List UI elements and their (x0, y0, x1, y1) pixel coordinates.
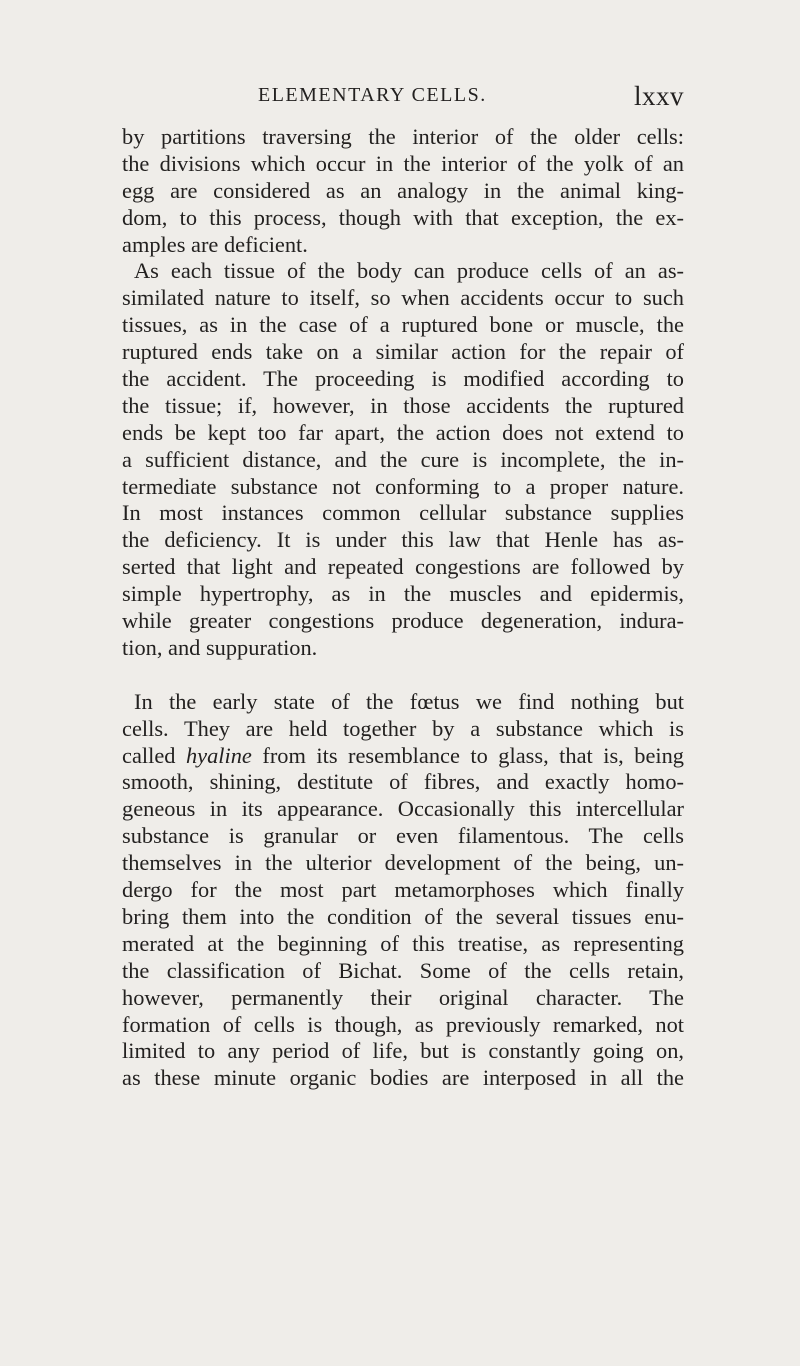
text-line: geneous in its appearance. Occasionally this intercellular (122, 796, 684, 822)
text-line: a sufficient distance, and the cure is incomplete, the in- (122, 446, 684, 472)
text-line: however, permanently their original character. The (122, 984, 684, 1010)
text-line: egg are considered as an analogy in the animal king- (122, 177, 684, 203)
text-line: In the early state of the fœtus we find nothing but (134, 688, 684, 714)
text-line: while greater congestions produce degeneration, indura- (122, 608, 684, 634)
text-line: simple hypertrophy, as in the muscles and epidermis, (122, 581, 684, 607)
italic-term: hyaline (185, 742, 252, 768)
paragraph-2 (122, 258, 684, 661)
text-run: called (122, 742, 176, 768)
running-head (122, 81, 684, 114)
text-line: formation of cells is though, as previously remarked, not (122, 1011, 684, 1037)
paragraph-gap (122, 662, 684, 689)
text-line: substance is granular or even filamentous. The cells (122, 823, 684, 849)
text-line: smooth, shining, destitute of fibres, and exactly homo- (122, 769, 684, 795)
paragraph-3 (122, 689, 684, 1092)
text-line: serted that light and repeated congestions are followed by (122, 554, 684, 580)
text-line: tion, and suppuration. (122, 634, 318, 660)
text-line: amples are deficient. (122, 231, 308, 257)
page-number: lxxv (633, 81, 684, 111)
text-line: themselves in the ulterior development of the being, un- (122, 850, 684, 876)
text-line: similated nature to itself, so when accidents occur to such (122, 285, 684, 311)
paragraph-1 (122, 124, 684, 258)
text-line: the tissue; if, however, in those accidents the ruptured (122, 392, 684, 418)
text-line: the classification of Bichat. Some of the cells retain, (122, 957, 684, 983)
text-line: In most instances common cellular substance supplies (122, 500, 684, 526)
running-title: ELEMENTARY CELLS. (258, 84, 487, 106)
text-line: the accident. The proceeding is modified according to (122, 366, 684, 392)
text-run: from its resemblance to glass, that is, being (262, 742, 684, 768)
text-line: ruptured ends take on a similar action for the repair of (122, 339, 684, 365)
text-line: dom, to this process, though with that exception, the ex- (122, 204, 684, 230)
text-line: limited to any period of life, but is constantly going on, (122, 1038, 684, 1064)
text-line: merated at the beginning of this treatise, as representing (122, 930, 684, 956)
text-line: cells. They are held together by a substance which is (122, 715, 684, 741)
text-line: the divisions which occur in the interior of the yolk of an (122, 150, 684, 176)
body-text (122, 124, 684, 1092)
text-line: as these minute organic bodies are interposed in all the (122, 1065, 684, 1091)
text-line-with-italic (122, 743, 684, 770)
text-line: dergo for the most part metamorphoses which finally (122, 877, 684, 903)
text-line: bring them into the condition of the several tissues enu- (122, 903, 684, 929)
text-line: tissues, as in the case of a ruptured bone or muscle, the (122, 312, 684, 338)
text-line: the deficiency. It is under this law that Henle has as- (122, 527, 684, 553)
text-line: termediate substance not conforming to a proper nature. (122, 473, 684, 499)
text-line: by partitions traversing the interior of the older cells: (122, 124, 684, 149)
text-line: As each tissue of the body can produce cells of an as- (134, 258, 684, 284)
text-line: ends be kept too far apart, the action does not extend to (122, 419, 684, 445)
